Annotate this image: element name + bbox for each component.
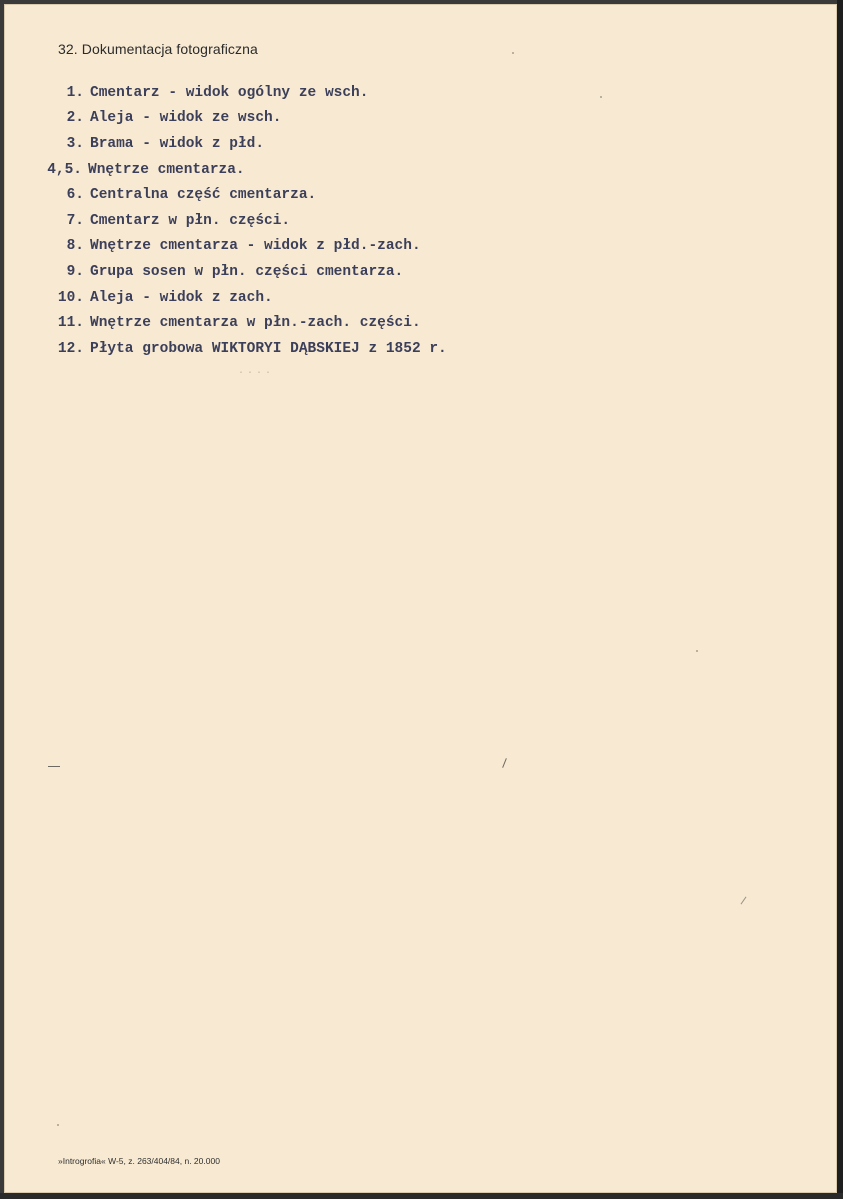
item-caption: Cmentarz w płn. części. — [90, 212, 291, 229]
paper-speck — [600, 96, 602, 98]
section-title: 32. Dokumentacja fotograficzna — [58, 41, 258, 57]
list-item — [44, 234, 447, 260]
item-number: 1. — [66, 84, 84, 101]
paper-speck — [512, 52, 514, 54]
item-caption: Wnętrze cmentarza. — [88, 161, 245, 178]
item-number: 3. — [66, 135, 84, 152]
list-item — [44, 106, 447, 132]
item-caption: Aleja - widok z zach. — [90, 289, 273, 306]
printer-imprint: »Introgrofia« W-5, z. 263/404/84, n. 20.000 — [58, 1156, 220, 1166]
item-number: 10. — [57, 289, 84, 306]
item-caption: Brama - widok z płd. — [90, 135, 265, 152]
item-caption: Aleja - widok ze wsch. — [90, 110, 282, 127]
scan-frame-right — [837, 0, 843, 1199]
list-item — [44, 80, 447, 106]
list-item — [44, 310, 447, 336]
item-caption: Centralna część cmentarza. — [90, 187, 317, 204]
list-item — [44, 336, 447, 362]
item-caption: Wnętrze cmentarza - widok z płd.-zach. — [90, 238, 421, 255]
photo-list — [44, 80, 447, 362]
list-item — [44, 157, 447, 183]
item-caption: Grupa sosen w płn. części cmentarza. — [90, 263, 404, 280]
paper-speck — [696, 650, 698, 652]
item-number: 4,5. — [47, 161, 82, 178]
item-number: 12. — [57, 340, 84, 357]
continuation-dots: .... — [238, 366, 275, 377]
list-item — [44, 131, 447, 157]
document-page — [4, 4, 837, 1193]
margin-dash-mark — [48, 766, 60, 767]
list-item — [44, 259, 447, 285]
item-number: 8. — [66, 238, 84, 255]
stray-pen-mark — [502, 758, 507, 768]
paper-speck — [57, 1124, 59, 1126]
list-item — [44, 182, 447, 208]
item-caption: Płyta grobowa WIKTORYI DĄBSKIEJ z 1852 r. — [90, 340, 447, 357]
item-number: 2. — [66, 110, 84, 127]
item-number: 6. — [66, 187, 84, 204]
item-number: 9. — [66, 263, 84, 280]
stray-pen-mark-lower — [741, 897, 747, 905]
scan-frame-bottom — [0, 1193, 843, 1199]
item-number: 7. — [66, 212, 84, 229]
item-caption: Wnętrze cmentarza w płn.-zach. części. — [90, 315, 421, 332]
item-number: 11. — [57, 315, 84, 332]
item-caption: Cmentarz - widok ogólny ze wsch. — [90, 84, 369, 101]
list-item — [44, 208, 447, 234]
list-item — [44, 285, 447, 311]
